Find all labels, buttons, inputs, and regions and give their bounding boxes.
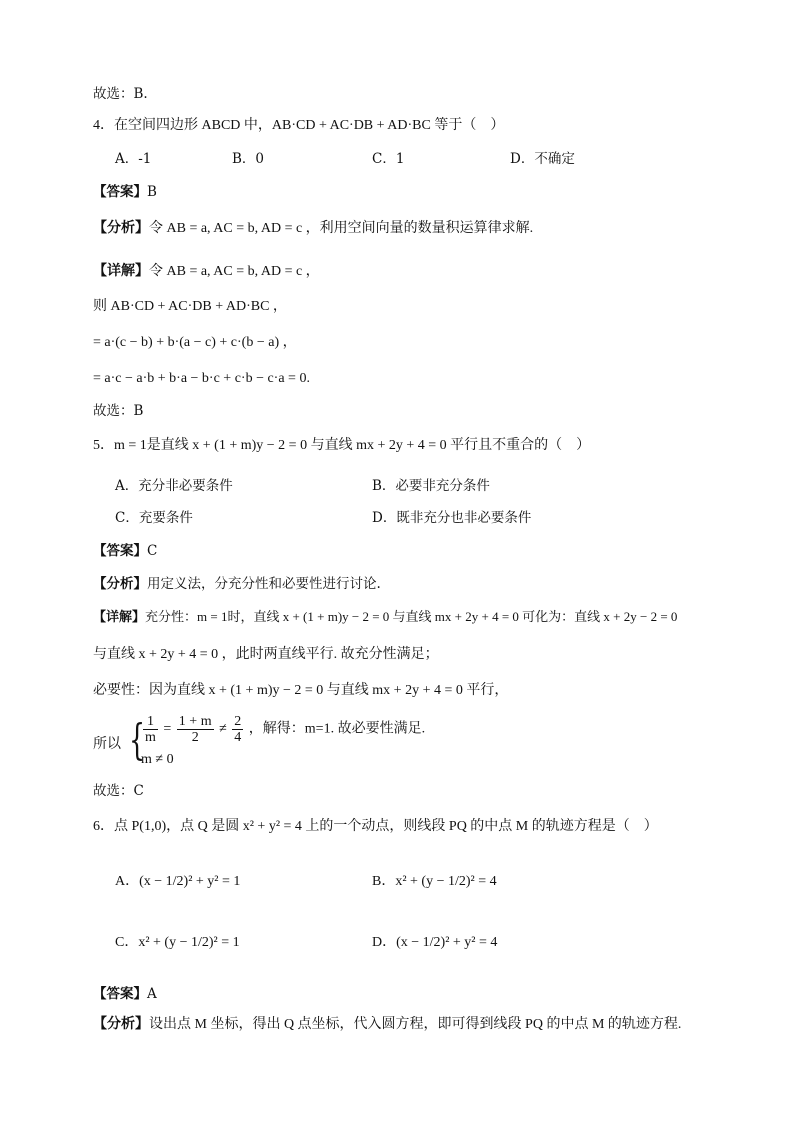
detail-text: 令 AB = a, AC = b, AD = c ， [149,264,320,279]
answer-tag: 【答案】 [93,986,147,1002]
answer-tag: 【答案】 [93,184,147,200]
detail-tag: 【详解】 [93,610,146,625]
analysis-text: 用定义法，分充分性和必要性进行讨论. [147,576,381,592]
q4-option-d: D．不确定 [510,151,575,167]
q5-option-c: C．充要条件 [115,510,193,526]
q6-option-d: D．(x − 1/2)² + y² = 4 [372,935,498,950]
condition-row-2: m ≠ 0 [141,752,174,767]
answer-value: A [147,986,157,1002]
q4-analysis [93,219,533,238]
q3-choose: 故选：B. [93,86,148,102]
analysis-tag: 【分析】 [93,220,149,236]
fraction-1-over-m: $\frac{1}{m}$ [145,714,156,745]
q5-detail-2: 与直线 x + 2y + 4 = 0 ，此时两直线平行. 故充分性满足； [93,647,439,662]
q4-stem: 4．在空间四边形 ABCD 中，AB·CD + AC·DB + AD·BC 等于（ ） [93,118,505,133]
q5-stem: 5．m = 1是直线 x + (1 + m)y − 2 = 0 与直线 mx + 2y + 4 = 0 平行且不重合的（ ） [93,438,591,453]
q4-detail-2: 则 AB·CD + AC·DB + AD·BC ， [93,299,287,314]
q4-detail-1 [93,262,320,281]
q4-option-a: A．-1 [115,151,152,167]
q5-answer [93,542,157,560]
q5-option-d: D．既非充分也非必要条件 [372,510,532,526]
q4-choose: 故选：B [93,403,144,419]
answer-value: B [147,184,157,200]
answer-tag: 【答案】 [93,543,147,559]
q5-analysis [93,575,381,593]
q5-detail-3: 必要性：因为直线 x + (1 + m)y − 2 = 0 与直线 mx + 2y + 4 = 0 平行， [93,683,509,698]
condition-conclusion: ，解得：m=1. 故必要性满足. [248,721,426,737]
q5-detail-1 [93,608,677,627]
detail-tag: 【详解】 [93,263,149,279]
analysis-text: 令 AB = a, AC = b, AD = c ，利用空间向量的数量积运算律求解. [149,221,534,236]
q4-detail-4: = a·c − a·b + b·a − b·c + c·b − c·a = 0. [93,371,310,386]
q6-option-b: B．x² + (y − 1/2)² = 4 [372,874,497,889]
q4-option-c: C．1 [372,151,405,167]
q4-detail-3: = a·(c − b) + b·(a − c) + c·(b − a) ， [93,335,297,350]
so-label: 所以 [93,737,121,752]
q5-option-a: A．充分非必要条件 [115,478,233,494]
equals-sign: = [163,721,172,737]
analysis-text: 设出点 M 坐标，得出 Q 点坐标，代入圆方程，即可得到线段 PQ 的中点 M 的轨迹方程. [149,1017,682,1032]
analysis-tag: 【分析】 [93,1016,149,1032]
q6-stem: 6．点 P(1,0)，点 Q 是圆 x² + y² = 4 上的一个动点，则线段 PQ 的中点 M 的轨迹方程是（ ） [93,819,658,834]
fraction-2-over-4: $\frac{2}{4}$ [234,714,242,745]
condition-row-1 [141,714,425,745]
q5-choose: 故选：C [93,783,144,799]
answer-value: C [147,543,158,559]
q5-option-b: B．必要非充分条件 [372,478,490,494]
q6-option-a: A．(x − 1/2)² + y² = 1 [115,874,241,889]
q6-answer [93,985,157,1003]
q6-analysis [93,1015,681,1034]
detail-text: 充分性：m = 1时，直线 x + (1 + m)y − 2 = 0 与直线 mx + 2y + 4 = 0 可化为：直线 x + 2y − 2 = 0 [145,609,678,624]
not-equal-sign: ≠ [219,721,227,737]
left-brace-symbol: { [129,715,146,764]
fraction-1plusm-over-2: $\frac{1 + m}{2}$ [178,714,212,745]
q6-option-c: C．x² + (y − 1/2)² = 1 [115,935,240,950]
analysis-tag: 【分析】 [93,576,147,592]
q4-option-b: B．0 [232,151,265,167]
q4-answer [93,183,157,201]
